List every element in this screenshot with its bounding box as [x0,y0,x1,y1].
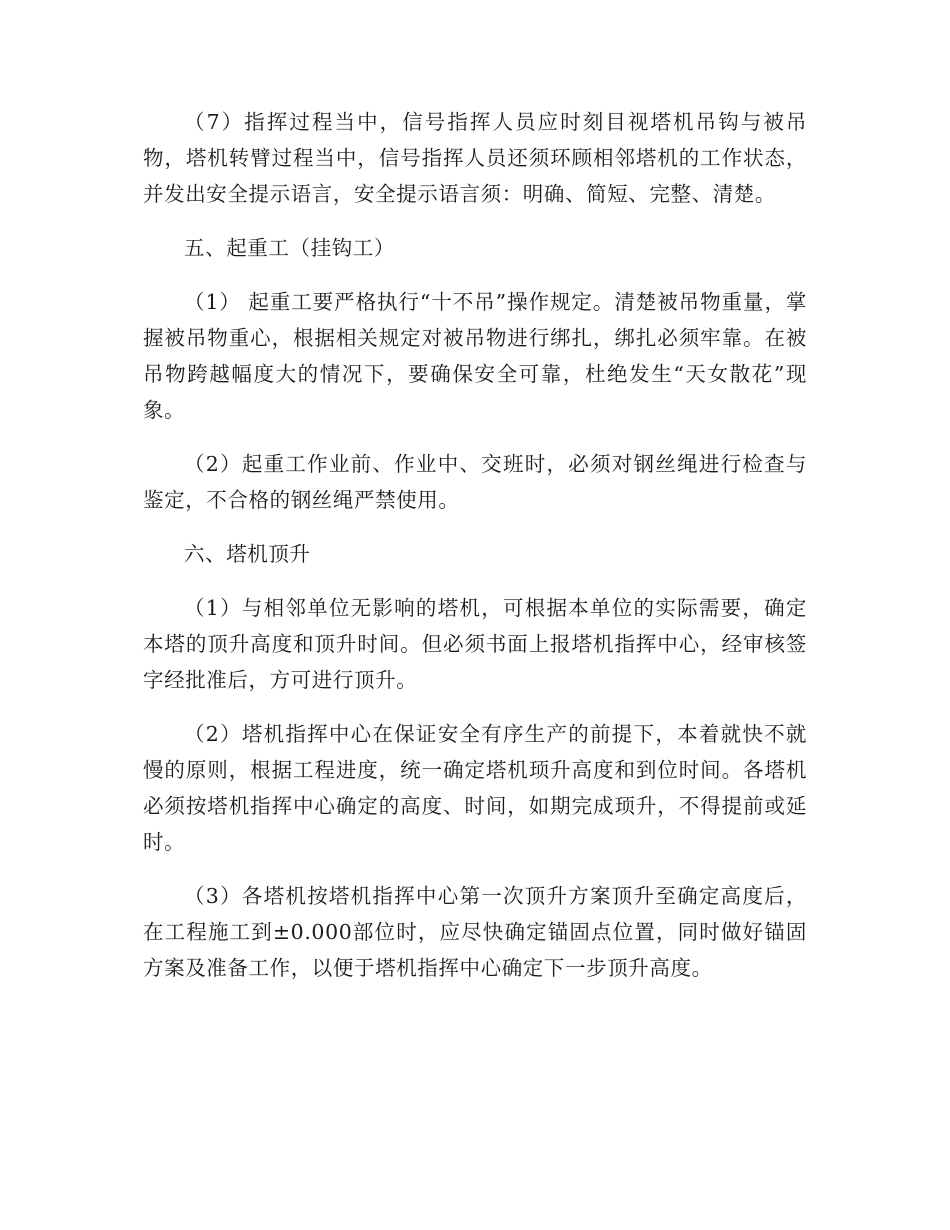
paragraph-item-7: （7）指挥过程当中，信号指挥人员应时刻目视塔机吊钩与被吊物，塔机转臂过程当中，信号指挥人员还须环顾相邻塔机的工作状态，并发出安全提示语言，安全提示语言须：明确、简短、完整、清楚。 [143,110,807,206]
paragraph-item-1: （1） 起重工要严格执行“十不吊”操作规定。清楚被吊物重量，掌握被吊物重心，根据相关规定对被吊物进行绑扎，绑扎必须牢靠。在被吊物跨越幅度大的情况下，要确保安全可靠，杜绝发生“天女散花”现象。 [143,290,807,422]
section-heading-5: 五、起重工（挂钩工） [184,236,395,260]
section-heading-6: 六、塔机顶升 [184,542,311,566]
paragraph-item-2: （2）起重工作业前、作业中、交班时，必须对钢丝绳进行检查与鉴定，不合格的钢丝绳严禁使用。 [143,452,807,512]
paragraph-item-3: （3）各塔机按塔机指挥中心第一次顶升方案顶升至确定高度后，在工程施工到±0.000部位时，应尽快确定锚固点位置，同时做好锚固方案及准备工作，以便于塔机指挥中心确定下一步顶升高度。 [143,884,807,980]
paragraph-item-1: （1）与相邻单位无影响的塔机，可根据本单位的实际需要，确定本塔的顶升高度和顶升时间。但必须书面上报塔机指挥中心，经审核签字经批准后，方可进行顶升。 [143,596,807,692]
document-body [143,104,807,1004]
paragraph-item-2: （2）塔机指挥中心在保证安全有序生产的前提下，本着就快不就慢的原则，根据工程进度，统一确定塔机顼升高度和到位时间。各塔机必须按塔机指挥中心确定的高度、时间，如期完成顼升，不得提前或延时。 [143,722,807,854]
